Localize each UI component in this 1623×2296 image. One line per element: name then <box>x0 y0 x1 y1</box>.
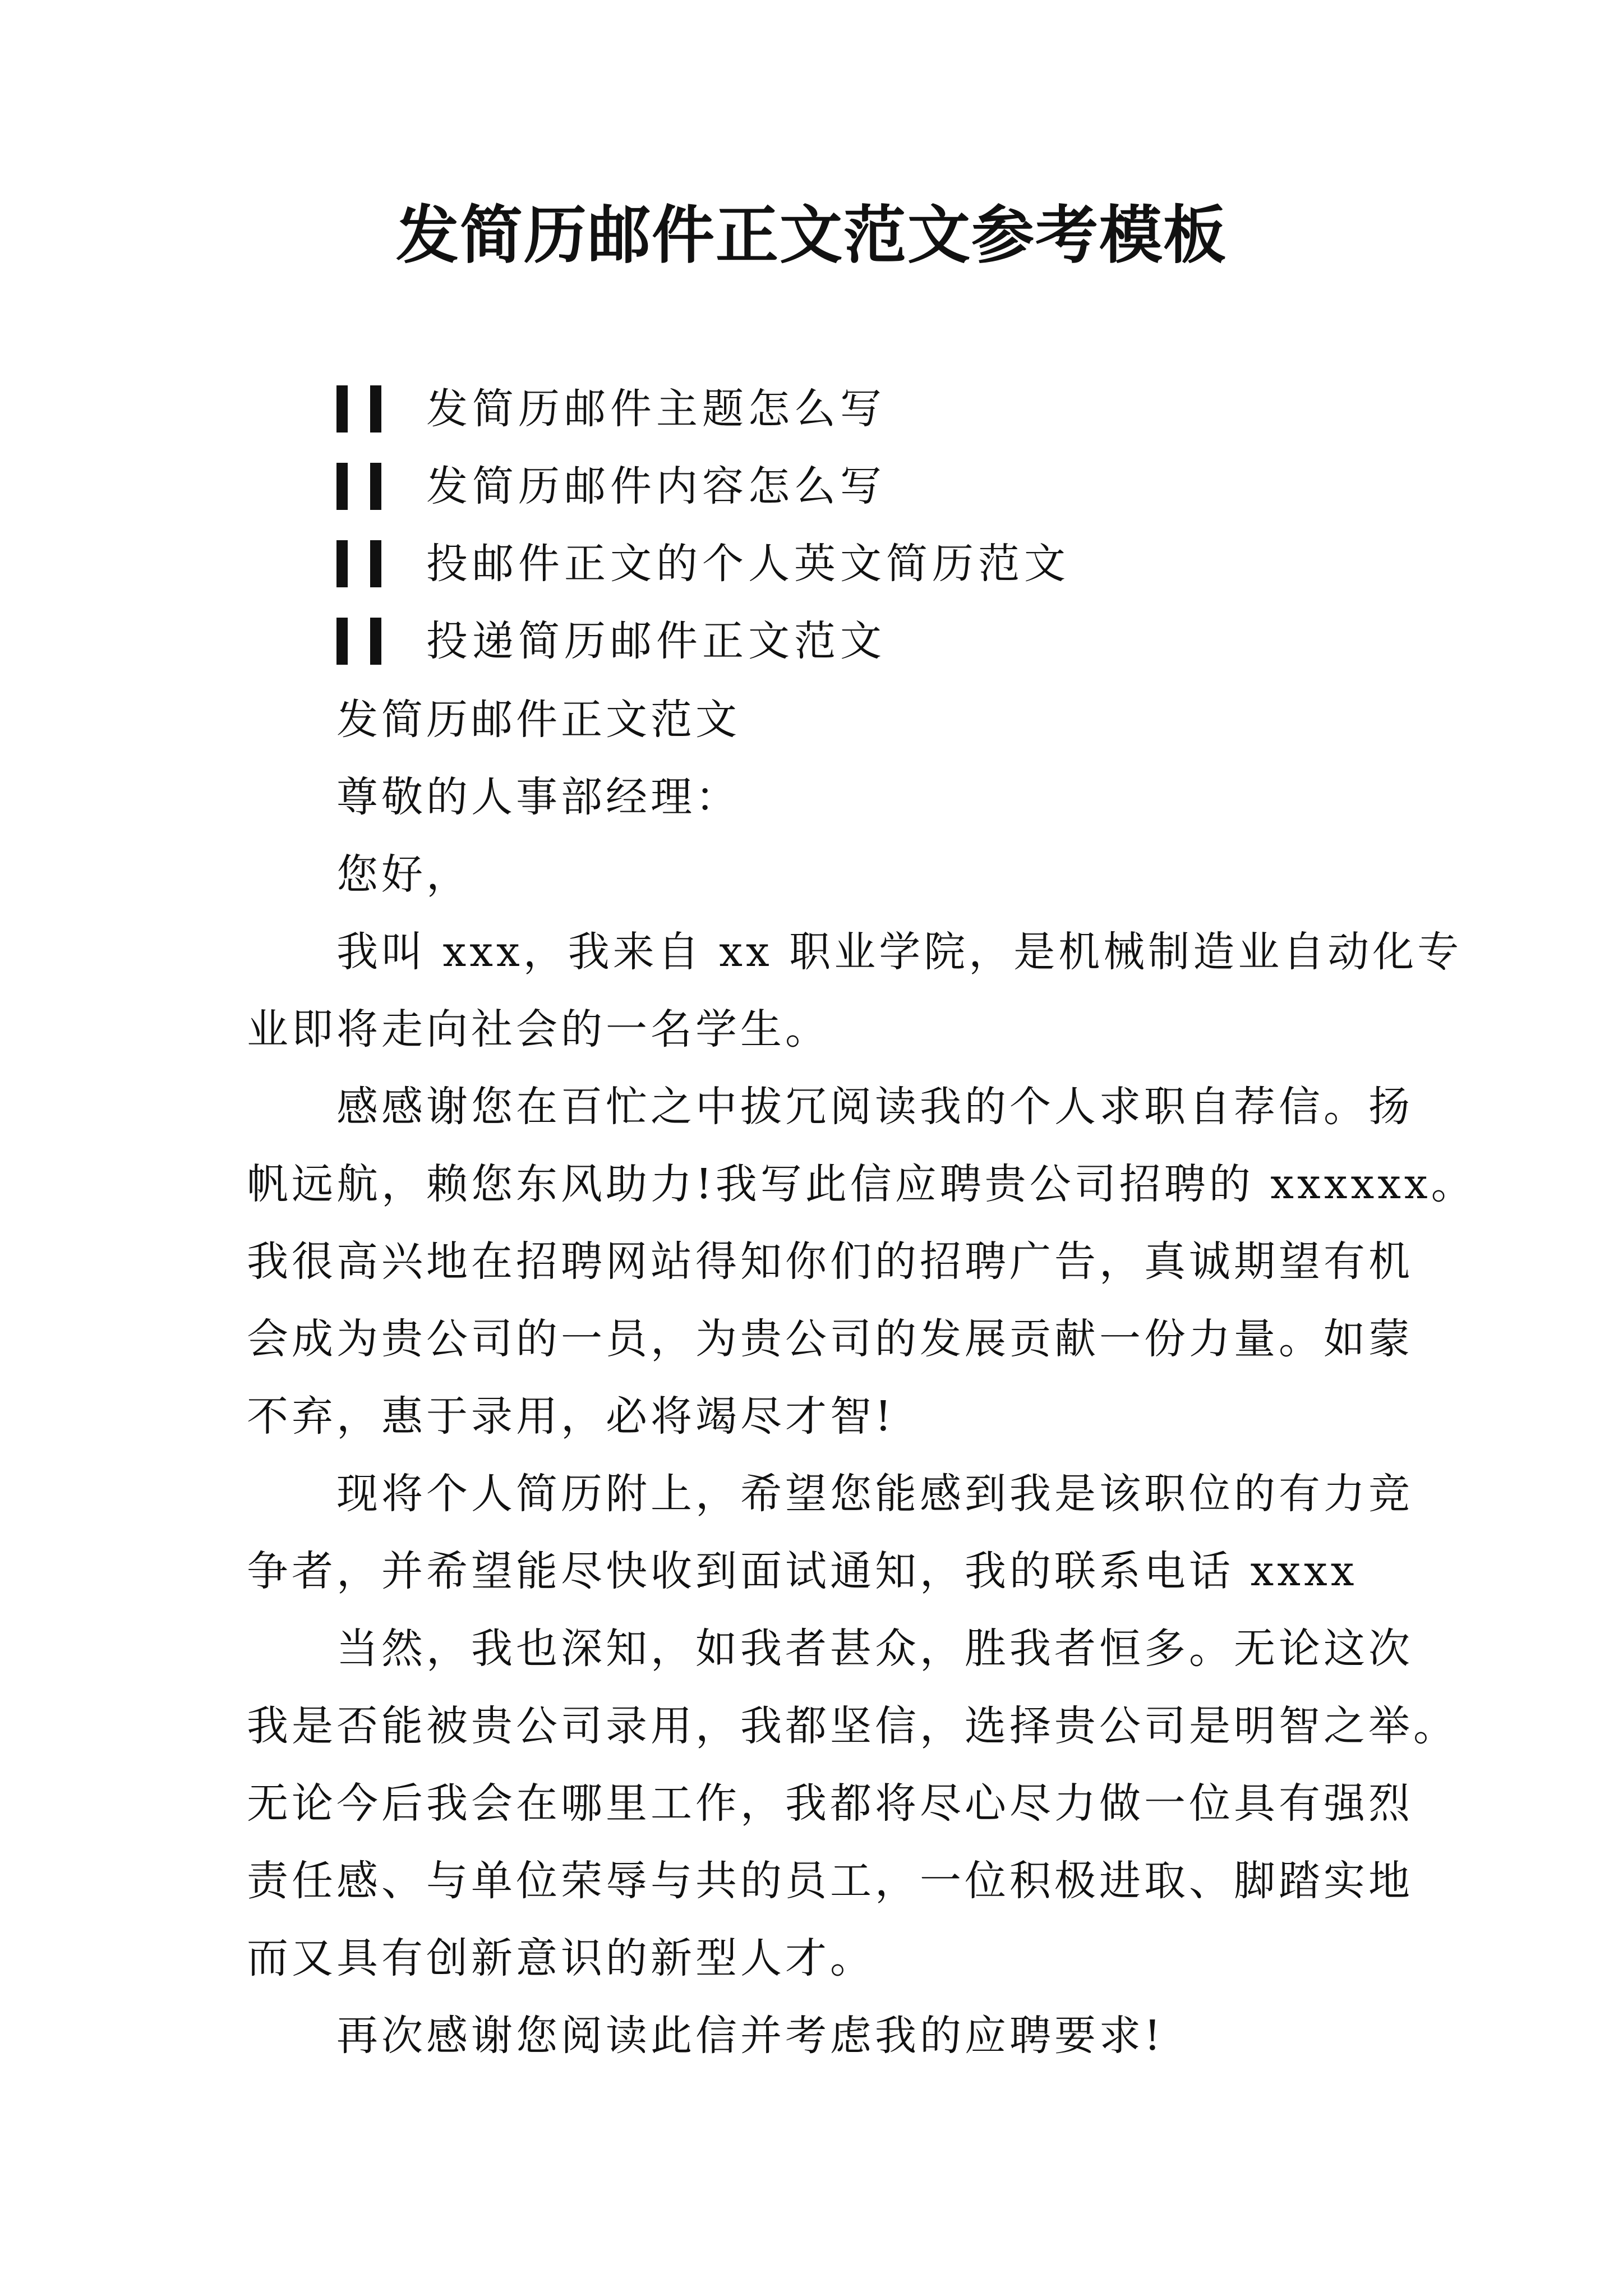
closing-line: 再次感谢您阅读此信并考虑我的应聘要求! <box>336 2012 1164 2060</box>
toc-list <box>336 370 1402 680</box>
document-title: 发简历邮件正文范文参考模板 <box>396 199 1227 272</box>
bar-marker-icon <box>336 525 426 602</box>
bar-marker-icon <box>336 370 426 448</box>
letter-body <box>247 681 1476 2074</box>
paragraph-line: 而又具有创新意识的新型人才。 <box>247 1934 875 1982</box>
paragraph-line: 感感谢您在百忙之中拔冗阅读我的个人求职自荐信。扬 <box>336 1083 1413 1131</box>
toc-item[interactable] <box>336 525 1402 602</box>
paragraph-line: 业即将走向社会的一名学生。 <box>247 1005 830 1053</box>
bar-marker-icon <box>336 602 426 680</box>
bar-marker-icon <box>336 448 426 525</box>
section-heading: 发简历邮件正文范文 <box>336 696 740 744</box>
paragraph-line: 我叫 xxx，我来自 xx 职业学院，是机械制造业自动化专 <box>336 928 1463 976</box>
toc-item[interactable] <box>336 370 1402 448</box>
toc-item-label: 发简历邮件主题怎么写 <box>426 385 886 433</box>
toc-item[interactable] <box>336 448 1402 525</box>
greeting: 您好， <box>336 850 471 899</box>
paragraph-line: 责任感、与单位荣辱与共的员工，一位积极进取、脚踏实地 <box>247 1857 1413 1905</box>
paragraph-line: 我是否能被贵公司录用，我都坚信，选择贵公司是明智之举。 <box>247 1702 1458 1750</box>
paragraph-line: 现将个人简历附上，希望您能感到我是该职位的有力竞 <box>336 1470 1413 1518</box>
paragraph-line: 我很高兴地在招聘网站得知你们的招聘广告，真诚期望有机 <box>247 1237 1413 1286</box>
toc-item-label: 投邮件正文的个人英文简历范文 <box>426 540 1070 588</box>
paragraph-line: 帆远航，赖您东风助力!我写此信应聘贵公司招聘的 xxxxxx。 <box>247 1160 1476 1208</box>
toc-item-label: 发简历邮件内容怎么写 <box>426 462 886 510</box>
paragraph-line: 争者，并希望能尽快收到面试通知，我的联系电话 xxxx <box>247 1547 1358 1595</box>
toc-item-label: 投递简历邮件正文范文 <box>426 617 886 665</box>
salutation: 尊敬的人事部经理： <box>336 773 740 821</box>
toc-item[interactable] <box>336 602 1402 680</box>
paragraph-line: 无论今后我会在哪里工作，我都将尽心尽力做一位具有强烈 <box>247 1779 1413 1828</box>
paragraph-line: 会成为贵公司的一员，为贵公司的发展贡献一份力量。如蒙 <box>247 1315 1413 1363</box>
paragraph-line: 当然，我也深知，如我者甚众，胜我者恒多。无论这次 <box>336 1625 1413 1673</box>
paragraph-line: 不弃，惠于录用，必将竭尽才智! <box>247 1392 895 1441</box>
